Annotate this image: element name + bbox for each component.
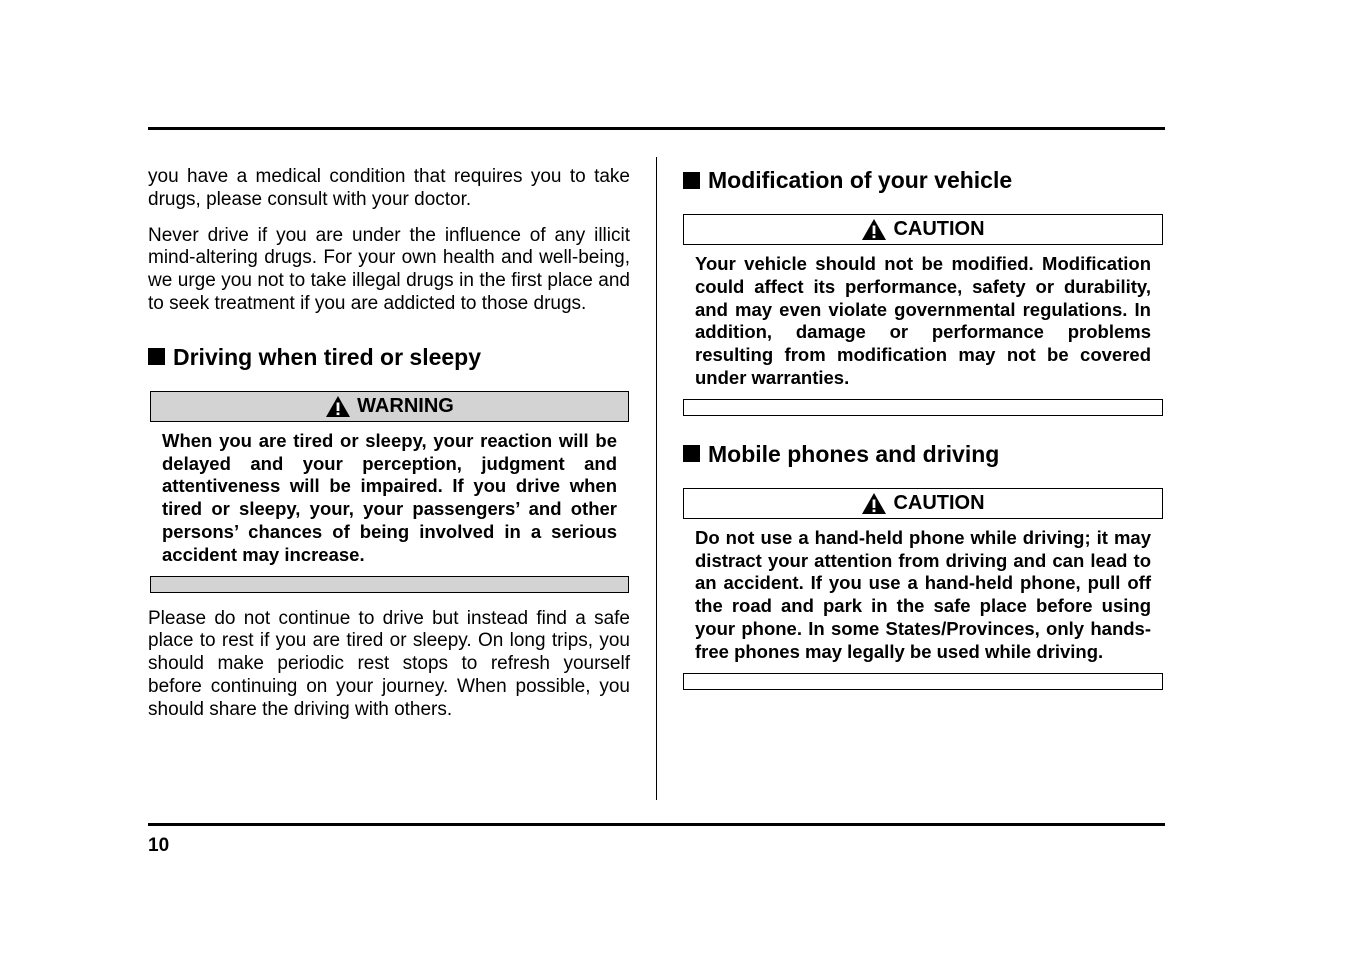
warning-triangle-icon bbox=[861, 492, 887, 515]
caution-box-footer-2 bbox=[683, 673, 1163, 690]
warning-box-header bbox=[150, 391, 629, 422]
right-column bbox=[683, 166, 1163, 690]
black-square-icon bbox=[683, 445, 700, 462]
warning-box-footer bbox=[150, 576, 629, 593]
caution-box-header-1 bbox=[683, 214, 1163, 245]
intro-paragraph-2: Never drive if you are under the influence of any illicit mind-altering drugs. For your own health and well-being, we urge you not to take illegal drugs in the first place and to seek treatment if you are addicted to those drugs. bbox=[148, 224, 630, 314]
section-heading-modification bbox=[683, 166, 1163, 194]
black-square-icon bbox=[683, 172, 700, 189]
section-heading-mobile bbox=[683, 440, 1163, 468]
column-divider bbox=[656, 157, 657, 800]
section-heading-tired bbox=[148, 343, 630, 371]
warning-text: When you are tired or sleepy, your reaction will be delayed and your perception, judgment and attentiveness will be impaired. If you drive when tired or sleepy, your, your passengers’ and other persons’ chances of being involved in a serious accident may increase. bbox=[162, 429, 617, 565]
caution-text-2: Do not use a hand-held phone while driving; it may distract your attention from driving and can lead to an accident. If you use a hand-held phone, pull off the road and park in the safe place before using your phone. In some States/Provinces, only hands-free phones may legally be used while driving. bbox=[695, 526, 1151, 662]
section-title-modification: Modification of your vehicle bbox=[708, 167, 1013, 193]
warning-triangle-icon bbox=[325, 395, 351, 418]
left-column bbox=[148, 166, 630, 722]
section-title-mobile: Mobile phones and driving bbox=[708, 440, 1000, 467]
caution-label-1: CAUTION bbox=[893, 218, 985, 240]
section-title-tired: Driving when tired or sleepy bbox=[173, 343, 482, 370]
black-square-icon bbox=[148, 348, 165, 365]
caution-text-1: Your vehicle should not be modified. Modification could affect its performance, safety or durability, and may even violate governmental regulations. In addition, damage or performance problems resulting from modification may not be covered under warranties. bbox=[695, 253, 1151, 388]
caution-label-2: CAUTION bbox=[893, 491, 985, 514]
top-rule bbox=[148, 127, 1165, 130]
after-warning-paragraph: Please do not continue to drive but instead find a safe place to rest if you are tired or sleepy. On long trips, you should make periodic rest stops to refresh yourself before continuing on your journey. When possible, you should share the driving with others. bbox=[148, 607, 630, 720]
warning-label: WARNING bbox=[357, 394, 454, 417]
bottom-rule bbox=[148, 823, 1165, 826]
caution-box-footer-1 bbox=[683, 399, 1163, 416]
caution-box-header-2 bbox=[683, 488, 1163, 519]
warning-triangle-icon bbox=[861, 218, 887, 241]
page-number: 10 bbox=[148, 835, 170, 856]
intro-paragraph-1: you have a medical condition that requires you to take drugs, please consult with your doctor. bbox=[148, 166, 630, 210]
